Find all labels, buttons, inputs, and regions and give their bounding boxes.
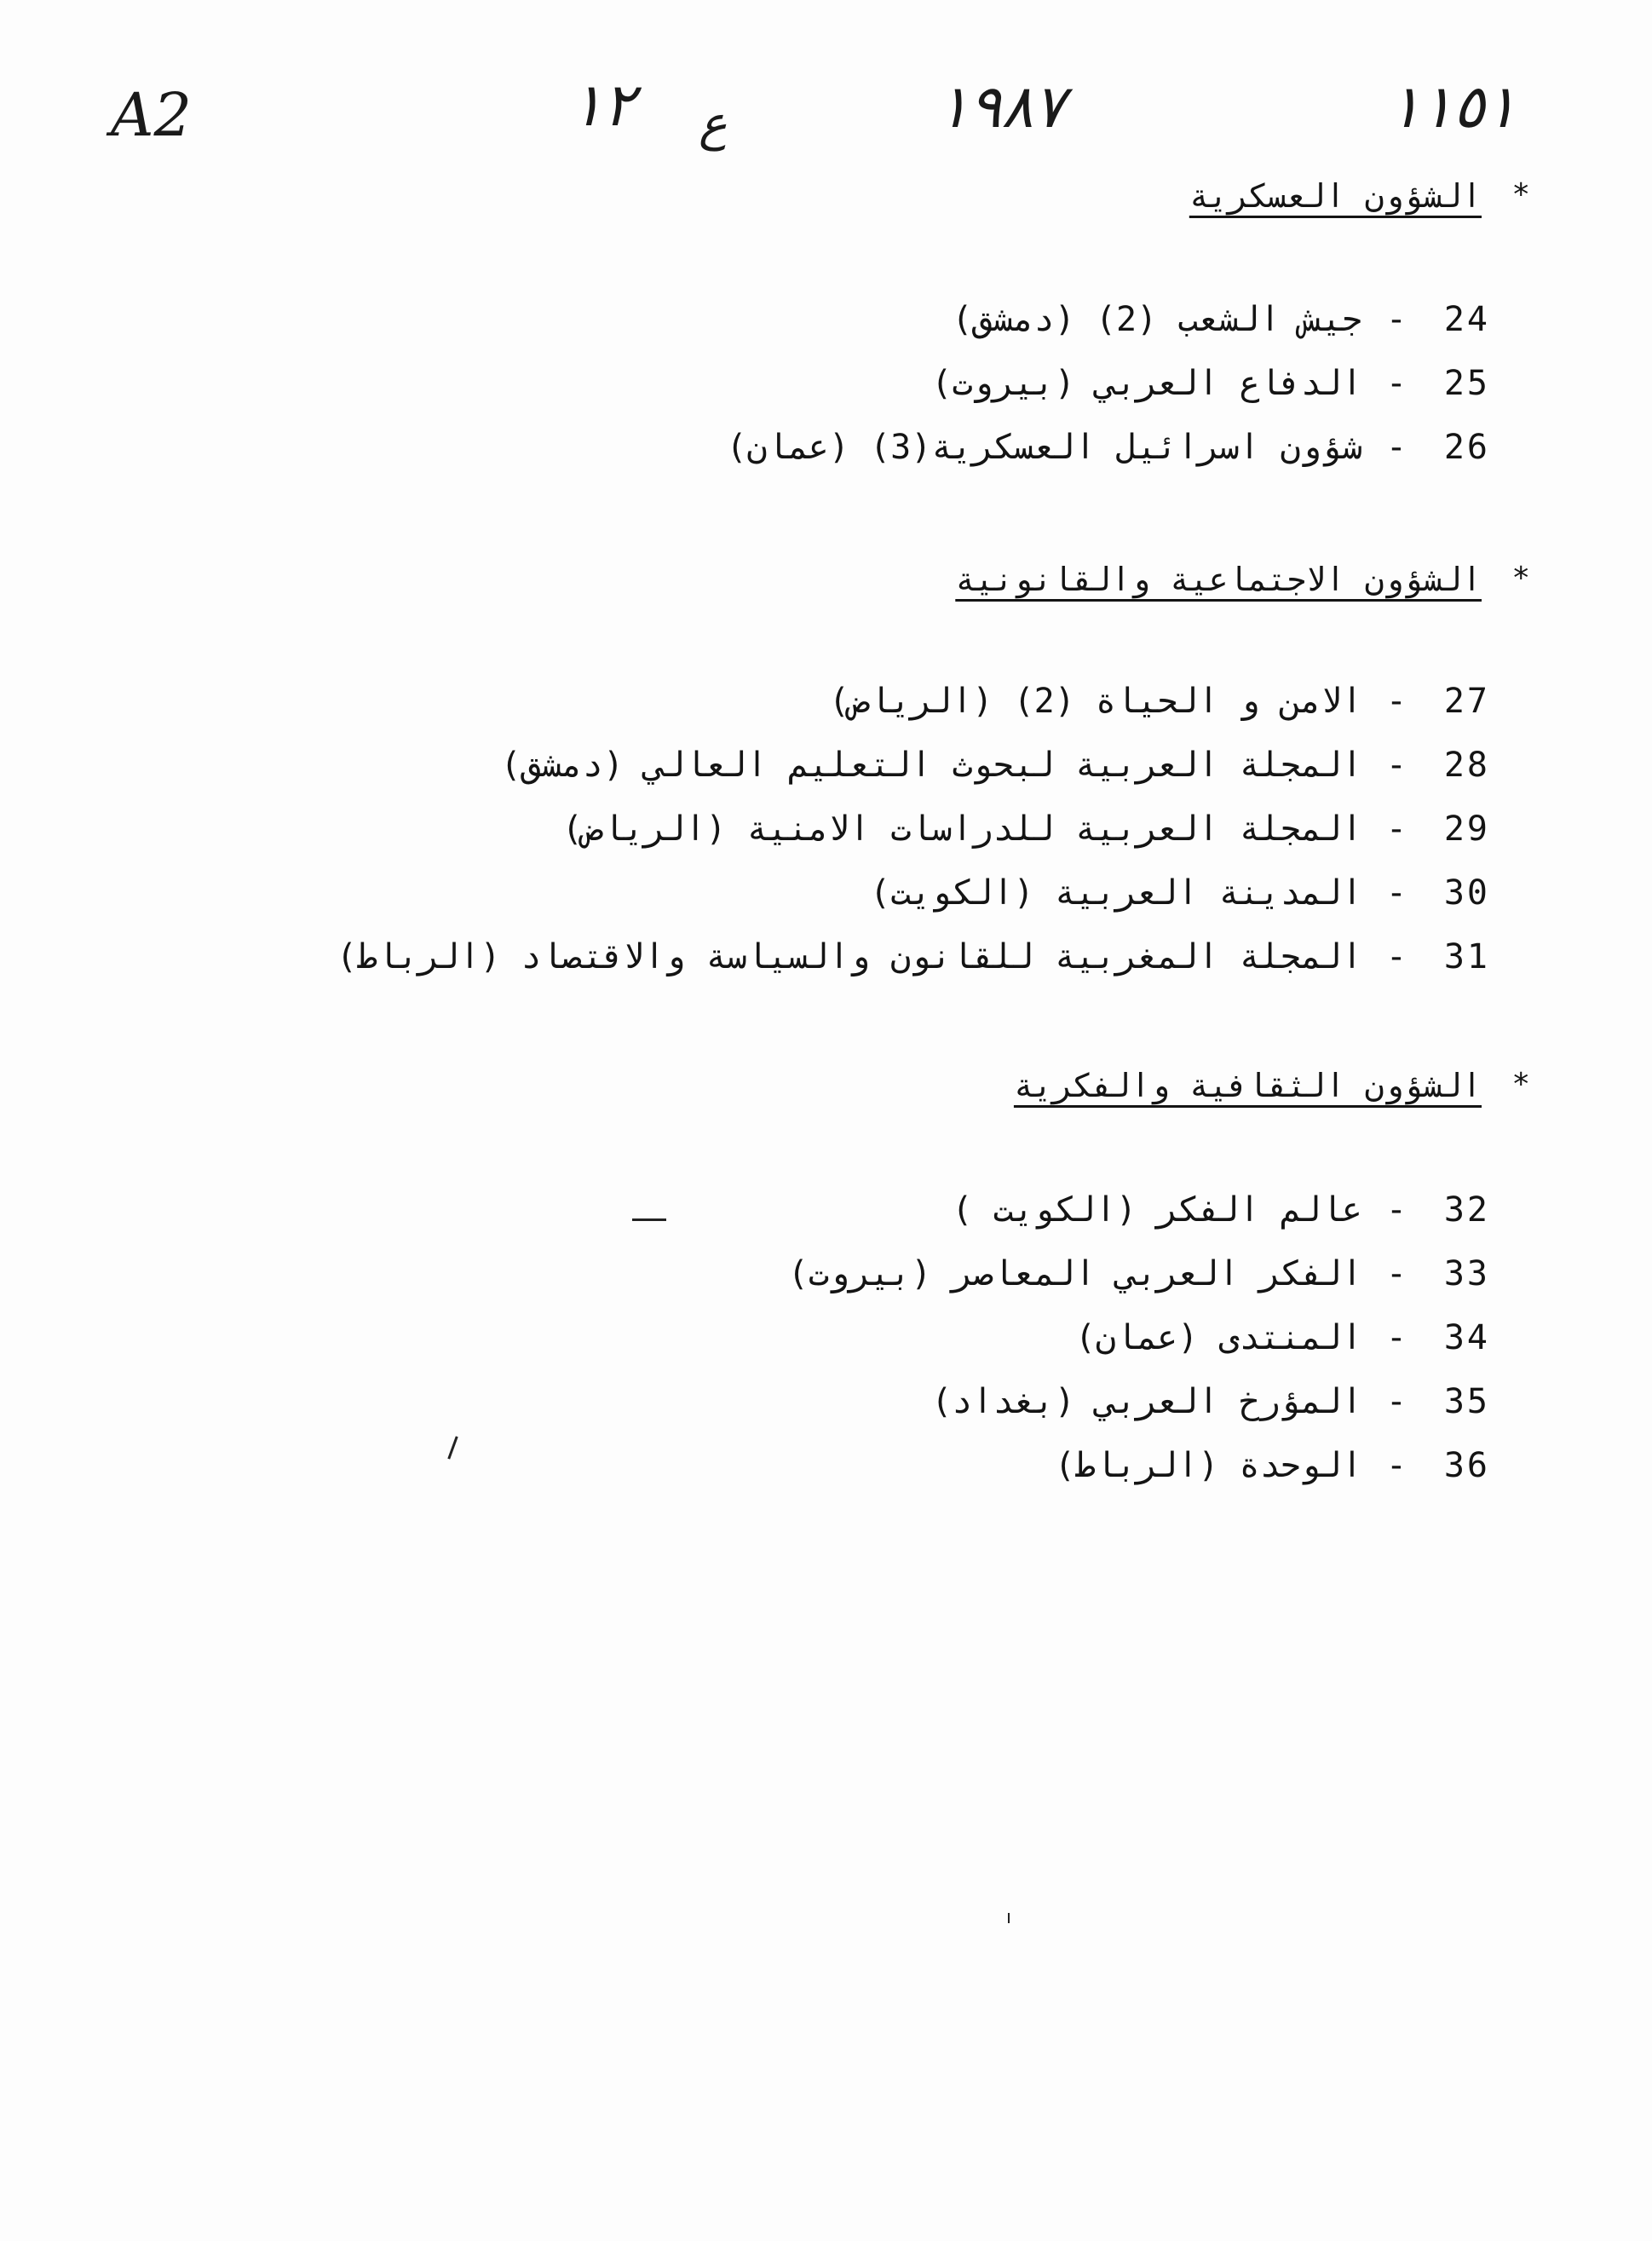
list-item: [42, 300, 1490, 351]
item-number: 30: [1443, 873, 1490, 913]
item-text: المجلة العربية للدراسات الامنية (الرياض): [561, 809, 1362, 849]
item-text: المؤرخ العربي (بغداد): [931, 1382, 1362, 1421]
section-heading-social-legal: [955, 561, 1533, 598]
item-number: 31: [1443, 937, 1490, 976]
section-title: الشؤون الثقافية والفكرية: [1013, 1067, 1482, 1104]
list-item: [42, 1318, 1490, 1369]
item-dash: -: [1385, 364, 1409, 403]
item-text: المجلة المغربية للقانون والسياسة والاقتصاد (الرباط): [336, 937, 1362, 976]
item-number: 24: [1443, 300, 1490, 339]
handwritten-reference: A2: [111, 80, 193, 150]
item-dash: -: [1385, 937, 1409, 976]
handwritten-number: ١١٥١: [1389, 72, 1517, 141]
item-number: 28: [1443, 746, 1490, 785]
item-number: 25: [1443, 364, 1490, 403]
section-heading-military: [1189, 177, 1533, 215]
item-dash: -: [1385, 428, 1409, 467]
handwritten-month: ع: [699, 96, 728, 152]
list-item: [42, 1190, 1490, 1241]
list-item: [42, 809, 1490, 861]
item-dash: -: [1385, 809, 1409, 849]
list-item: [42, 364, 1490, 415]
item-text: جيش الشعب (2) (دمشق): [952, 300, 1362, 339]
item-number: 29: [1443, 809, 1490, 849]
item-text: الفكر العربي المعاصر (بيروت): [787, 1254, 1362, 1293]
list-item: [42, 937, 1490, 988]
item-dash: -: [1385, 1382, 1409, 1421]
item-text: الامن و الحياة (2) (الرياض): [828, 682, 1362, 721]
item-number: 34: [1443, 1318, 1490, 1357]
list-item: [42, 873, 1490, 925]
handwritten-day: ١٢: [571, 70, 636, 140]
item-text: الدفاع العربي (بيروت): [931, 364, 1362, 403]
item-text: المنتدى (عمان): [1074, 1318, 1362, 1357]
list-item: [42, 1254, 1490, 1305]
stray-dot: [1008, 1913, 1010, 1923]
list-item: [42, 428, 1490, 479]
bullet-star: *: [1511, 561, 1533, 596]
item-number: 33: [1443, 1254, 1490, 1293]
item-text: عالم الفكر (الكويت ): [952, 1190, 1362, 1230]
bullet-star: *: [1511, 177, 1533, 212]
item-text: الوحدة (الرباط): [1054, 1446, 1362, 1485]
item-number: 35: [1443, 1382, 1490, 1421]
item-dash: -: [1385, 1190, 1409, 1230]
stray-pen-mark: [632, 1218, 666, 1221]
list-item: [42, 1382, 1490, 1433]
section-heading-cultural: [1013, 1067, 1533, 1104]
item-text: المدينة العربية (الكويت): [870, 873, 1362, 913]
item-dash: -: [1385, 746, 1409, 785]
item-dash: -: [1385, 300, 1409, 339]
item-text: شؤون اسرائيل العسكرية(3) (عمان): [726, 428, 1362, 467]
item-text: المجلة العربية لبحوث التعليم العالي (دمشق): [500, 746, 1362, 785]
section-title: الشؤون الاجتماعية والقانونية: [955, 561, 1482, 598]
item-dash: -: [1385, 682, 1409, 721]
item-number: 36: [1443, 1446, 1490, 1485]
item-number: 32: [1443, 1190, 1490, 1230]
item-number: 26: [1443, 428, 1490, 467]
bullet-star: *: [1511, 1067, 1533, 1102]
item-number: 27: [1443, 682, 1490, 721]
list-item: [42, 1446, 1490, 1497]
item-dash: -: [1385, 873, 1409, 913]
section-title: الشؤون العسكرية: [1189, 177, 1482, 215]
item-dash: -: [1385, 1318, 1409, 1357]
item-dash: -: [1385, 1446, 1409, 1485]
list-item: [42, 682, 1490, 733]
item-dash: -: [1385, 1254, 1409, 1293]
list-item: [42, 746, 1490, 797]
handwritten-year: ١٩٨٧: [937, 72, 1066, 141]
